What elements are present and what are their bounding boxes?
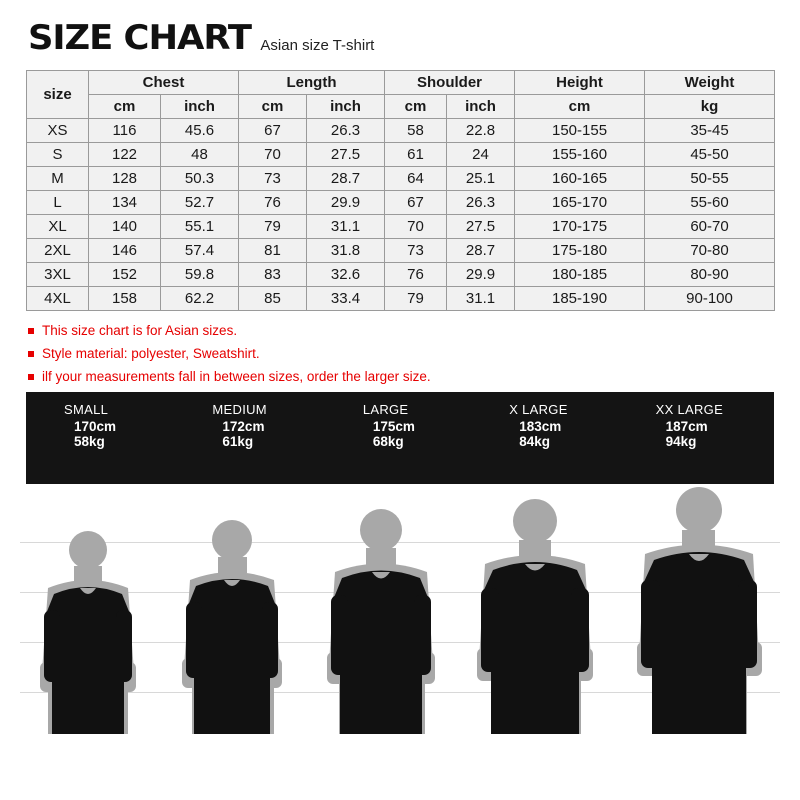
table-cell: 76: [239, 191, 307, 215]
row-size-label: XS: [27, 119, 89, 143]
table-cell: 31.1: [307, 215, 385, 239]
table-cell: 76: [385, 263, 447, 287]
table-cell: 35-45: [645, 119, 775, 143]
unit-chest-cm: cm: [89, 95, 161, 119]
table-cell: 45-50: [645, 143, 775, 167]
band-size-name: X LARGE: [509, 402, 568, 417]
table-cell: 26.3: [307, 119, 385, 143]
figure-x-large: [455, 492, 615, 734]
table-cell: 31.1: [447, 287, 515, 311]
band-weight: 84kg: [519, 434, 550, 449]
table-cell: 150-155: [515, 119, 645, 143]
figure-small: [18, 522, 158, 734]
band-column: [331, 392, 481, 484]
model-figures: [0, 484, 800, 734]
table-cell: 52.7: [161, 191, 239, 215]
table-cell: 25.1: [447, 167, 515, 191]
table-cell: 50-55: [645, 167, 775, 191]
table-cell: 67: [239, 119, 307, 143]
row-size-label: XL: [27, 215, 89, 239]
row-size-label: M: [27, 167, 89, 191]
table-cell: 140: [89, 215, 161, 239]
table-cell: 70: [239, 143, 307, 167]
square-bullet-icon: [28, 328, 34, 334]
table-cell: 158: [89, 287, 161, 311]
page-title: SIZE CHART: [28, 18, 251, 58]
unit-chest-inch: inch: [161, 95, 239, 119]
table-cell: 62.2: [161, 287, 239, 311]
table-cell: 170-175: [515, 215, 645, 239]
square-bullet-icon: [28, 374, 34, 380]
table-cell: 83: [239, 263, 307, 287]
table-cell: 27.5: [447, 215, 515, 239]
row-size-label: S: [27, 143, 89, 167]
row-size-label: 3XL: [27, 263, 89, 287]
unit-length-cm: cm: [239, 95, 307, 119]
table-cell: 152: [89, 263, 161, 287]
table-cell: 73: [239, 167, 307, 191]
page-subtitle: Asian size T-shirt: [260, 37, 375, 54]
table-cell: 73: [385, 239, 447, 263]
unit-shoulder-inch: inch: [447, 95, 515, 119]
table-cell: 57.4: [161, 239, 239, 263]
header-height: Height: [515, 71, 645, 95]
table-cell: 60-70: [645, 215, 775, 239]
table-row: [27, 191, 775, 215]
header-shoulder: Shoulder: [385, 71, 515, 95]
band-height: 172cm: [222, 419, 265, 434]
table-cell: 28.7: [307, 167, 385, 191]
unit-height-cm: cm: [515, 95, 645, 119]
header: [0, 0, 800, 64]
table-cell: 81: [239, 239, 307, 263]
row-size-label: L: [27, 191, 89, 215]
table-cell: 26.3: [447, 191, 515, 215]
band-height: 170cm: [74, 419, 117, 434]
table-row: [27, 143, 775, 167]
table-cell: 28.7: [447, 239, 515, 263]
header-weight: Weight: [645, 71, 775, 95]
table-cell: 32.6: [307, 263, 385, 287]
table-cell: 55.1: [161, 215, 239, 239]
table-row: [27, 119, 775, 143]
table-row: [27, 215, 775, 239]
table-cell: 185-190: [515, 287, 645, 311]
band-weight: 58kg: [74, 434, 105, 449]
band-column: [26, 392, 182, 484]
list-item: [28, 323, 800, 338]
table-cell: 79: [385, 287, 447, 311]
row-size-label: 2XL: [27, 239, 89, 263]
table-cell: 146: [89, 239, 161, 263]
table-cell: 27.5: [307, 143, 385, 167]
table-cell: 175-180: [515, 239, 645, 263]
notes-list: [28, 323, 800, 384]
list-item: [28, 369, 800, 384]
list-item: [28, 346, 800, 361]
size-table: [26, 70, 775, 311]
figure-medium: [160, 512, 305, 734]
band-height: 187cm: [665, 419, 708, 434]
band-height: 175cm: [372, 419, 415, 434]
band-column: [481, 392, 627, 484]
band-size-name: SMALL: [64, 402, 109, 417]
table-row: [27, 239, 775, 263]
unit-shoulder-cm: cm: [385, 95, 447, 119]
row-size-label: 4XL: [27, 287, 89, 311]
table-row: [27, 287, 775, 311]
table-cell: 165-170: [515, 191, 645, 215]
square-bullet-icon: [28, 351, 34, 357]
table-cell: 70: [385, 215, 447, 239]
table-cell: 90-100: [645, 287, 775, 311]
table-cell: 85: [239, 287, 307, 311]
note-text: This size chart is for Asian sizes.: [42, 323, 238, 338]
table-cell: 33.4: [307, 287, 385, 311]
table-cell: 50.3: [161, 167, 239, 191]
table-group-header-row: [27, 71, 775, 95]
band-size-name: LARGE: [362, 402, 409, 417]
table-cell: 180-185: [515, 263, 645, 287]
table-cell: 29.9: [307, 191, 385, 215]
note-text: ilf your measurements fall in between sizes, order the larger size.: [42, 369, 431, 384]
table-cell: 45.6: [161, 119, 239, 143]
table-cell: 55-60: [645, 191, 775, 215]
table-cell: 24: [447, 143, 515, 167]
table-cell: 122: [89, 143, 161, 167]
table-cell: 48: [161, 143, 239, 167]
band-weight: 61kg: [222, 434, 254, 449]
table-cell: 67: [385, 191, 447, 215]
band-size-name: MEDIUM: [212, 402, 267, 417]
band-size-name: XX LARGE: [655, 402, 724, 417]
band-column: [628, 392, 774, 484]
figure-xx-large: [615, 484, 783, 734]
table-cell: 70-80: [645, 239, 775, 263]
table-cell: 116: [89, 119, 161, 143]
band-weight: 94kg: [665, 434, 697, 449]
table-cell: 64: [385, 167, 447, 191]
note-text: Style material: polyester, Sweatshirt.: [42, 346, 260, 361]
header-chest: Chest: [89, 71, 239, 95]
table-cell: 128: [89, 167, 161, 191]
table-cell: 134: [89, 191, 161, 215]
header-size: size: [27, 71, 89, 119]
table-cell: 58: [385, 119, 447, 143]
table-row: [27, 263, 775, 287]
model-size-band: [26, 392, 774, 484]
band-height: 183cm: [519, 419, 562, 434]
band-weight: 68kg: [372, 434, 404, 449]
table-row: [27, 167, 775, 191]
table-cell: 31.8: [307, 239, 385, 263]
table-unit-row: [27, 95, 775, 119]
table-cell: 79: [239, 215, 307, 239]
table-cell: 22.8: [447, 119, 515, 143]
band-column: [182, 392, 330, 484]
table-cell: 80-90: [645, 263, 775, 287]
figure-large: [305, 502, 457, 734]
unit-length-inch: inch: [307, 95, 385, 119]
header-length: Length: [239, 71, 385, 95]
table-cell: 155-160: [515, 143, 645, 167]
table-cell: 160-165: [515, 167, 645, 191]
table-cell: 59.8: [161, 263, 239, 287]
table-cell: 61: [385, 143, 447, 167]
table-cell: 29.9: [447, 263, 515, 287]
unit-weight-kg: kg: [645, 95, 775, 119]
